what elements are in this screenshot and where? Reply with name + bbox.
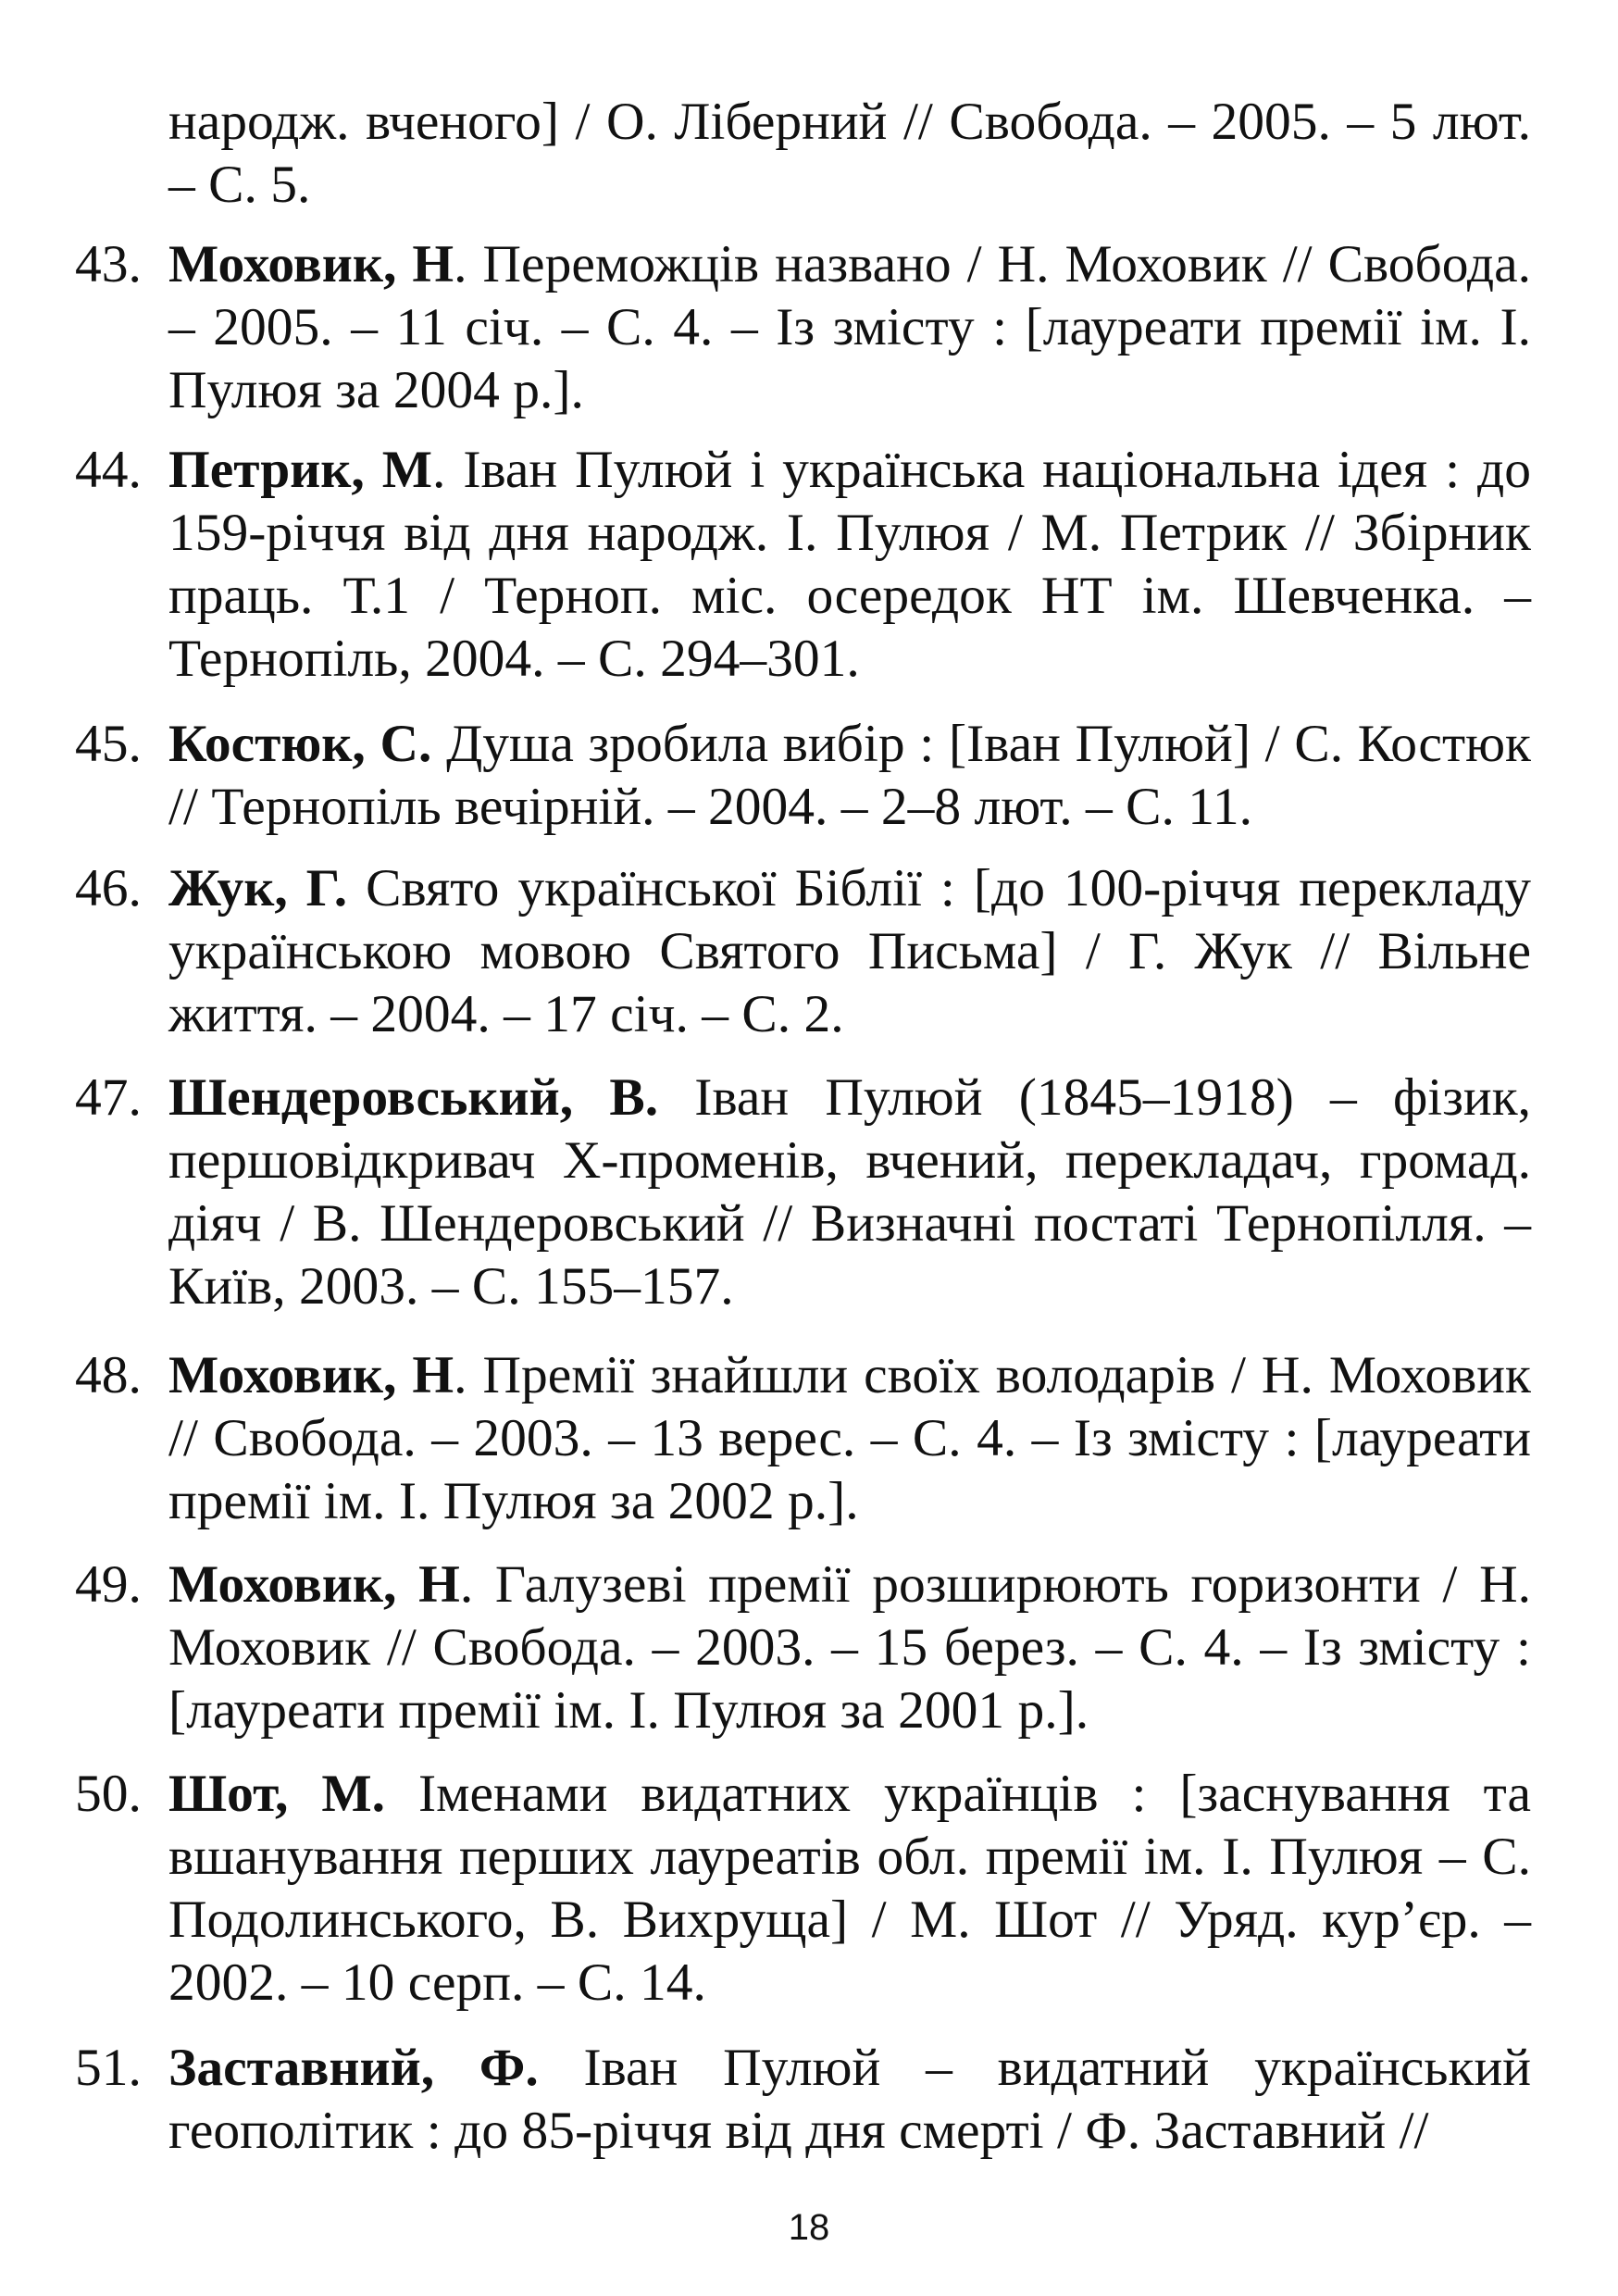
entry-text: Свято української Біблії : [до 100-річчя перекладу українською мовою Святого Письма] / Г. Жук // Вільне життя. – 2004. – 17 січ. – С. 2. — [168, 859, 1532, 1043]
bibliography-entry-49 — [75, 1554, 1532, 1742]
entry-author: Костюк, С. — [168, 715, 432, 773]
entry-author: Шендеровський, В. — [168, 1068, 659, 1127]
entry-number: 49. — [75, 1555, 142, 1614]
entry-number: 48. — [75, 1346, 142, 1404]
page-number: 18 — [788, 2207, 830, 2248]
entry-author: Петрик, М — [168, 441, 433, 499]
bibliography-entry-46 — [75, 857, 1532, 1046]
bibliography-entry-43 — [75, 233, 1532, 422]
entry-author: Жук, Г. — [168, 859, 348, 917]
entry-author: Моховик, Н — [168, 1555, 460, 1614]
entry-text: Іван Пулюй (1845–1918) – фізик, першовідкривач Х-променів, вчений, перекладач, громад. діяч / В. Шендеровський // Визначні постаті Тернопілля. – Київ, 2003. – С. 155–157. — [168, 1068, 1532, 1316]
entry-number: 46. — [75, 859, 142, 917]
entry-text: Іван Пулюй – видатний український геополітик : до 85-річчя від дня смерті / Ф. Заставний // — [168, 2039, 1531, 2160]
entry-number: 47. — [75, 1068, 142, 1127]
entry-text: . Переможців названо / Н. Моховик // Свобода. – 2005. – 11 січ. – С. 4. – Із змісту : [лауреати премії ім. І. Пулюя за 2004 р.]. — [168, 235, 1532, 419]
entry-author: Моховик, Н — [168, 235, 454, 293]
entry-number: 50. — [75, 1765, 142, 1823]
entry-number: 51. — [75, 2039, 142, 2097]
bibliography-entry-51 — [75, 2037, 1531, 2163]
bibliography-entry-47 — [75, 1067, 1532, 1318]
entry-text: Душа зробила вибір : [Іван Пулюй] / С. Костюк // Тернопіль вечірній. – 2004. – 2–8 лют. – С. 11. — [168, 715, 1531, 836]
entry-number: 43. — [75, 235, 142, 293]
entry-number: 45. — [75, 715, 142, 773]
bibliography-entry-44 — [75, 439, 1531, 691]
entry-number: 44. — [75, 441, 142, 499]
entry-author: Моховик, Н — [168, 1346, 454, 1404]
continuation-text: народж. вченого] / О. Ліберний // Свобода. – 2005. – 5 лют. – С. 5. — [168, 93, 1531, 214]
bibliography-entry-48 — [75, 1344, 1531, 1533]
bibliography-entry-50 — [75, 1763, 1531, 2015]
entry-text: . Іван Пулюй і українська національна ідея : до 159-річчя від дня народж. І. Пулюя / М. Петрик // Збірник праць. Т.1 / Терноп. міс. осередок НТ ім. Шевченка. – Тернопіль, 2004. – С. 294–301. — [168, 441, 1531, 688]
entry-text: . Галузеві премії розширюють горизонти / Н. Моховик // Свобода. – 2003. – 15 берез. – С. 4. – Із змісту : [лауреати премії ім. І. Пулюя за 2001 р.]. — [168, 1555, 1532, 1740]
entry-author: Заставний, Ф. — [168, 2039, 539, 2097]
entry-text: Іменами видатних українців : [заснування та вшанування перших лауреатів обл. премії ім. І. Пулюя – С. Подолинського, В. Вихруща] / М. Шот // Уряд. кур’єр. – 2002. – 10 серп. – С. 14. — [168, 1765, 1531, 2012]
entry-text: . Премії знайшли своїх володарів / Н. Моховик // Свобода. – 2003. – 13 верес. – С. 4. – Із змісту : [лауреати премії ім. І. Пулюя за 2002 р.]. — [168, 1346, 1531, 1530]
entry-author: Шот, М. — [168, 1765, 386, 1823]
bibliography-entry-45 — [75, 713, 1531, 839]
